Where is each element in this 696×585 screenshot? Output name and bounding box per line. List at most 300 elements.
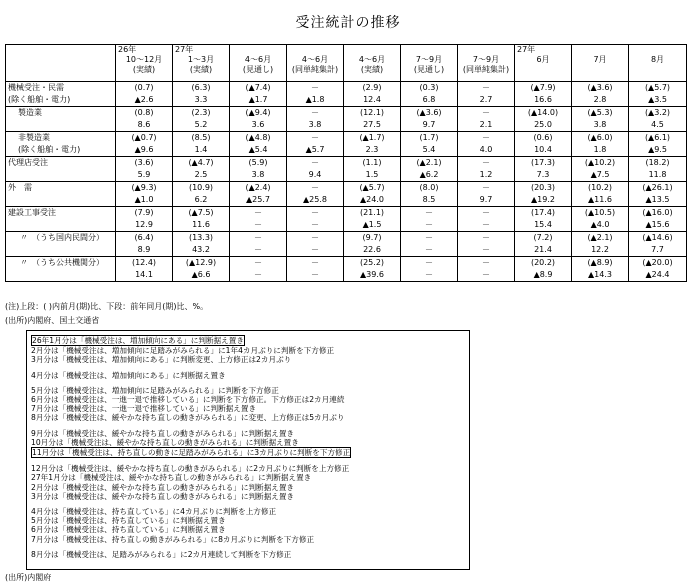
history-text: 5月分は「機械受注は、増加傾向に足踏みがみられる」に判断を下方修正: [31, 385, 279, 395]
cell-value-top: (21.1): [359, 208, 385, 217]
table-cell: [572, 82, 629, 107]
table-cell: [116, 107, 173, 132]
history-line: [31, 447, 465, 458]
cell-value-bottom: 6.8: [422, 95, 436, 104]
table-cell: [230, 257, 287, 282]
cell-value-top: (20.3): [530, 183, 556, 192]
table-cell: [401, 132, 458, 157]
table-cell: [344, 207, 401, 232]
cell-value-bottom: ▲14.3: [588, 270, 612, 279]
history-text: 2月分は「機械受注は、増加傾向に足踏みがみられる」に1年4カ月ぶりに判断を下方修正: [31, 346, 335, 356]
column-header-kind: (同単純集計): [462, 65, 510, 74]
cell-value-top: (▲2.1): [587, 233, 613, 242]
cell-value-bottom: 43.2: [192, 245, 210, 254]
table-cell: [344, 132, 401, 157]
column-header-year: [232, 45, 284, 55]
order-statistics-table: [5, 44, 687, 282]
column-header: [116, 45, 173, 82]
row-label-label2: [8, 119, 113, 131]
row-label: [6, 107, 116, 132]
column-header-period: 8月: [650, 55, 665, 64]
history-line: [31, 395, 465, 404]
cell-value-bottom: 7.3: [536, 170, 550, 179]
row-label-label1: 非製造業: [18, 133, 50, 142]
cell-value-bottom: －: [482, 220, 490, 229]
cell-value-top: －: [311, 83, 319, 92]
cell-value-top: (20.2): [530, 258, 556, 267]
table-cell: [572, 132, 629, 157]
history-line: [31, 355, 465, 364]
cell-value-top: －: [482, 83, 490, 92]
row-label-label1: 建設工事受注: [8, 208, 56, 217]
column-header-period: 7～9月: [415, 55, 443, 64]
cell-value-top: (7.9): [134, 208, 154, 217]
column-header-kind: (実績): [360, 65, 384, 74]
table-cell: [287, 232, 344, 257]
column-header-period: 10～12月: [125, 55, 163, 64]
cell-value-top: (▲2.1): [416, 158, 442, 167]
row-label-label1: 代理店受注: [8, 158, 48, 167]
cell-value-bottom: 3.8: [593, 120, 607, 129]
column-header-year: [631, 45, 684, 55]
history-line: [31, 371, 465, 380]
table-cell: [344, 257, 401, 282]
table-cell: [230, 132, 287, 157]
table-cell: [344, 107, 401, 132]
table-cell: [344, 182, 401, 207]
history-line: [31, 507, 465, 516]
cell-value-bottom: 12.9: [135, 220, 153, 229]
cell-value-bottom: 9.7: [479, 195, 493, 204]
table-cell: [515, 232, 572, 257]
table-cell: [629, 107, 687, 132]
cell-value-top: (▲7.5): [188, 208, 214, 217]
cell-value-bottom: 10.4: [534, 145, 552, 154]
cell-value-bottom: ▲9.6: [134, 145, 154, 154]
cell-value-bottom: 1.4: [194, 145, 208, 154]
cell-value-bottom: ▲5.7: [305, 145, 325, 154]
table-cell: [344, 82, 401, 107]
table-cell: [230, 82, 287, 107]
column-header-kind: (実績): [189, 65, 213, 74]
history-source: (出所)内閣府: [5, 573, 52, 582]
cell-value-top: (▲10.5): [584, 208, 616, 217]
cell-value-top: －: [254, 233, 262, 242]
cell-value-bottom: ▲6.6: [191, 270, 211, 279]
table-row: [6, 107, 687, 132]
cell-value-top: －: [482, 108, 490, 117]
column-header-year: [460, 45, 512, 55]
row-label: [6, 232, 116, 257]
table-cell: [116, 232, 173, 257]
cell-value-top: (2.3): [191, 108, 211, 117]
cell-value-top: (1.1): [362, 158, 382, 167]
table-cell: [629, 132, 687, 157]
column-header: [344, 45, 401, 82]
table-cell: [515, 82, 572, 107]
column-header-kind: (見通し): [413, 65, 445, 74]
table-cell: [116, 207, 173, 232]
cell-value-top: (8.0): [419, 183, 439, 192]
history-text: 10月分は「機械受注は、緩やかな持ち直しの動きがみられる」に判断据え置き: [31, 437, 299, 447]
cell-value-bottom: 16.6: [534, 95, 552, 104]
cell-value-bottom: 14.1: [135, 270, 153, 279]
column-header: [515, 45, 572, 82]
cell-value-bottom: 25.0: [534, 120, 552, 129]
table-cell: [401, 182, 458, 207]
cell-value-top: －: [482, 183, 490, 192]
history-line: [31, 535, 465, 544]
table-cell: [173, 257, 230, 282]
cell-value-top: －: [482, 208, 490, 217]
cell-value-bottom: ▲4.0: [590, 220, 610, 229]
table-cell: [629, 157, 687, 182]
cell-value-bottom: ▲8.9: [533, 270, 553, 279]
cell-value-top: (12.4): [131, 258, 157, 267]
cell-value-bottom: ▲1.8: [305, 95, 325, 104]
column-header-period: 4～6月: [244, 55, 272, 64]
table-cell: [287, 157, 344, 182]
history-text: 6月分は「機械受注は、一進一退で推移している」に判断を下方修正。下方修正は2カ月連続: [31, 395, 345, 405]
table-cell: [515, 182, 572, 207]
cell-value-top: －: [482, 233, 490, 242]
cell-value-top: (▲14.6): [642, 233, 673, 242]
table-cell: [116, 132, 173, 157]
column-header-period: 1～3月: [187, 55, 215, 64]
table-cell: [401, 257, 458, 282]
cell-value-bottom: 2.5: [194, 170, 208, 179]
column-header: [230, 45, 287, 82]
table-row: [6, 232, 687, 257]
cell-value-bottom: －: [311, 245, 319, 254]
table-row: [6, 257, 687, 282]
column-header-year: [403, 45, 455, 55]
table-cell: [173, 107, 230, 132]
cell-value-bottom: ▲1.5: [362, 220, 382, 229]
cell-value-top: －: [482, 133, 490, 142]
history-text: 8月分は「機械受注は、緩やかな持ち直しの動きがみられる」に変更、上方修正は5カ月ぶり: [31, 413, 345, 423]
cell-value-bottom: 2.1: [479, 120, 493, 129]
cell-value-bottom: ▲39.6: [360, 270, 384, 279]
history-line: [31, 473, 465, 482]
table-cell: [572, 207, 629, 232]
history-text: 3月分は「機械受注は、増加傾向にある」に判断変更、上方修正は2カ月ぶり: [31, 355, 292, 365]
cell-value-top: (▲5.3): [587, 108, 613, 117]
column-header: [287, 45, 344, 82]
cell-value-top: －: [311, 208, 319, 217]
cell-value-top: (▲1.7): [359, 133, 385, 142]
column-header-year: 26年: [118, 45, 137, 54]
table-cell: [572, 157, 629, 182]
table-cell: [287, 82, 344, 107]
table-cell: [629, 182, 687, 207]
cell-value-bottom: ▲3.5: [648, 95, 667, 104]
history-text: 26年1月分は「機械受注は、増加傾向にある」に判断据え置き: [32, 336, 244, 345]
cell-value-bottom: 27.5: [363, 120, 381, 129]
row-label-label2: (除く船舶・電力): [18, 145, 81, 154]
cell-value-bottom: 6.2: [194, 195, 208, 204]
cell-value-top: (▲20.0): [642, 258, 673, 267]
column-header-kind: [574, 65, 626, 75]
cell-value-top: －: [254, 208, 262, 217]
cell-value-bottom: －: [482, 270, 490, 279]
history-line: [31, 525, 465, 534]
history-line: [31, 413, 465, 422]
cell-value-bottom: －: [425, 220, 433, 229]
table-cell: [344, 232, 401, 257]
cell-value-bottom: 8.5: [422, 195, 436, 204]
table-cell: [458, 207, 515, 232]
history-text: 27年1月分は「機械受注は、緩やかな持ち直しの動きがみられる」に判断据え置き: [31, 473, 312, 483]
row-label-label1: 〃 （うち国内民間分）: [20, 233, 104, 242]
history-text: 3月分は「機械受注は、緩やかな持ち直しの動きがみられる」に判断据え置き: [31, 491, 295, 501]
cell-value-top: －: [311, 158, 319, 167]
table-cell: [458, 257, 515, 282]
cell-value-bottom: ▲15.6: [645, 220, 670, 229]
cell-value-bottom: 7.7: [651, 245, 664, 254]
cell-value-top: (▲26.1): [642, 183, 673, 192]
cell-value-bottom: ▲7.5: [590, 170, 610, 179]
row-label: [6, 82, 116, 107]
cell-value-bottom: 5.4: [422, 145, 436, 154]
cell-value-top: (▲3.6): [587, 83, 613, 92]
table-cell: [458, 132, 515, 157]
cell-value-top: (7.2): [533, 233, 553, 242]
cell-value-top: －: [482, 158, 490, 167]
history-line: [31, 492, 465, 501]
cell-value-top: (0.6): [533, 133, 553, 142]
table-cell: [401, 157, 458, 182]
column-header-year: [574, 45, 626, 55]
cell-value-top: (▲12.9): [185, 258, 217, 267]
cell-value-bottom: －: [425, 270, 433, 279]
table-cell: [173, 232, 230, 257]
cell-value-bottom: －: [254, 270, 262, 279]
cell-value-bottom: 3.8: [308, 120, 322, 129]
cell-value-top: (0.8): [134, 108, 154, 117]
table-cell: [116, 82, 173, 107]
row-label: [6, 132, 116, 157]
cell-value-bottom: 5.9: [137, 170, 151, 179]
table-cell: [515, 157, 572, 182]
column-header: [173, 45, 230, 82]
row-label-label1: 機械受注・民需: [8, 83, 64, 92]
cell-value-bottom: ▲19.2: [531, 195, 555, 204]
cell-value-top: －: [425, 208, 433, 217]
cell-value-top: (▲4.7): [188, 158, 214, 167]
table-cell: [173, 207, 230, 232]
history-text: 12月分は「機械受注は、緩やかな持ち直しの動きがみられる」に2カ月ぶりに判断を上方修正: [31, 464, 350, 474]
cell-value-top: (▲7.9): [530, 83, 556, 92]
cell-value-bottom: 1.2: [479, 170, 493, 179]
cell-value-bottom: 21.4: [534, 245, 552, 254]
table-cell: [230, 157, 287, 182]
column-header: [401, 45, 458, 82]
history-text: 9月分は「機械受注は、緩やかな持ち直しの動きがみられる」に判断据え置き: [31, 428, 295, 438]
row-label: [6, 182, 116, 207]
cell-value-top: (25.2): [359, 258, 385, 267]
cell-value-bottom: ▲2.6: [134, 95, 154, 104]
column-header-period: 6月: [536, 55, 550, 64]
cell-value-bottom: ▲11.6: [588, 195, 612, 204]
cell-value-top: －: [254, 258, 262, 267]
history-line: [31, 483, 465, 492]
cell-value-top: (6.3): [191, 83, 211, 92]
column-header: [572, 45, 629, 82]
table-row: [6, 157, 687, 182]
cell-value-bottom: 12.2: [591, 245, 609, 254]
cell-value-top: (9.7): [362, 233, 382, 242]
cell-value-top: (0.7): [134, 83, 154, 92]
cell-value-bottom: 12.4: [363, 95, 381, 104]
cell-value-top: (▲9.4): [245, 108, 271, 117]
table-cell: [287, 132, 344, 157]
column-header: [458, 45, 515, 82]
row-label-label2: [8, 244, 113, 256]
table-cell: [173, 157, 230, 182]
row-label-label2: [8, 219, 113, 231]
history-line: [31, 438, 465, 447]
column-header-year: [289, 45, 341, 55]
cell-value-bottom: －: [311, 220, 319, 229]
table-cell: [230, 232, 287, 257]
history-text: 8月分は「機械受注は、足踏みがみられる」に2カ月連続して判断を下方修正: [31, 549, 292, 559]
cell-value-top: (2.9): [362, 83, 382, 92]
cell-value-top: －: [425, 258, 433, 267]
row-label: [6, 207, 116, 232]
cell-value-bottom: 4.0: [479, 145, 493, 154]
table-note: (注)上段：( )内前月(期)比、下段：前年同月(期)比、%。: [5, 302, 209, 311]
cell-value-top: (▲0.7): [131, 133, 157, 142]
header-corner: [6, 45, 116, 82]
table-cell: [515, 257, 572, 282]
history-text: 7月分は「機械受注は、一進一退で推移している」に判断据え置き: [31, 404, 257, 414]
column-header-year: 27年: [517, 45, 536, 54]
cell-value-bottom: ▲1.7: [248, 95, 268, 104]
row-label: [6, 257, 116, 282]
table-cell: [572, 182, 629, 207]
cell-value-bottom: 8.9: [137, 245, 151, 254]
table-cell: [116, 182, 173, 207]
table-row: [6, 82, 687, 107]
table-cell: [401, 207, 458, 232]
column-header-kind: [517, 65, 569, 75]
column-header-kind: [631, 65, 684, 75]
cell-value-bottom: ▲25.7: [246, 195, 270, 204]
history-text: 6月分は「機械受注は、持ち直している」に判断据え置き: [31, 525, 226, 535]
cell-value-top: －: [311, 233, 319, 242]
cell-value-top: (17.3): [530, 158, 556, 167]
row-label-label1: 製造業: [18, 108, 42, 117]
cell-value-top: (▲5.7): [644, 83, 671, 92]
table-cell: [401, 232, 458, 257]
cell-value-top: (▲10.2): [584, 158, 616, 167]
cell-value-bottom: 1.5: [365, 170, 379, 179]
cell-value-top: －: [311, 108, 319, 117]
table-cell: [230, 107, 287, 132]
cell-value-bottom: ▲9.5: [648, 145, 667, 154]
row-label-label2: [8, 269, 113, 281]
table-cell: [401, 107, 458, 132]
cell-value-bottom: ▲6.2: [419, 170, 439, 179]
cell-value-top: (▲5.7): [359, 183, 385, 192]
history-line: [31, 335, 465, 346]
cell-value-top: (▲6.1): [644, 133, 671, 142]
cell-value-top: (0.3): [419, 83, 439, 92]
table-cell: [173, 82, 230, 107]
table-cell: [173, 182, 230, 207]
table-row: [6, 182, 687, 207]
table-cell: [344, 157, 401, 182]
cell-value-top: (18.2): [645, 158, 670, 167]
table-row: [6, 132, 687, 157]
table-cell: [515, 132, 572, 157]
column-header-period: 4～6月: [301, 55, 329, 64]
column-header-kind: (同単純集計): [291, 65, 339, 74]
history-text: 4月分は「機械受注は、持ち直している」に4カ月ぶりに判断を上方修正: [31, 507, 277, 517]
cell-value-top: (▲16.0): [642, 208, 673, 217]
cell-value-bottom: 1.8: [593, 145, 607, 154]
table-cell: [629, 257, 687, 282]
cell-value-top: (▲8.9): [587, 258, 613, 267]
cell-value-top: (▲14.0): [527, 108, 559, 117]
cell-value-bottom: 4.5: [651, 120, 664, 129]
cell-value-bottom: －: [254, 220, 262, 229]
cell-value-bottom: 9.7: [422, 120, 436, 129]
table-row: [6, 207, 687, 232]
row-label-label2: [8, 169, 113, 181]
table-cell: [458, 107, 515, 132]
cell-value-bottom: 11.6: [192, 220, 210, 229]
history-line: [31, 550, 465, 559]
cell-value-top: (6.4): [134, 233, 154, 242]
table-cell: [287, 257, 344, 282]
table-cell: [230, 182, 287, 207]
column-header: [629, 45, 687, 82]
cell-value-top: (▲3.2): [644, 108, 671, 117]
page-title: 受注統計の推移: [295, 15, 401, 31]
column-header-year: [346, 45, 398, 55]
cell-value-bottom: ▲1.0: [134, 195, 154, 204]
cell-value-bottom: ▲13.5: [645, 195, 670, 204]
cell-value-bottom: 9.4: [308, 170, 322, 179]
cell-value-bottom: ▲24.0: [360, 195, 384, 204]
cell-value-top: －: [311, 258, 319, 267]
cell-value-top: －: [425, 233, 433, 242]
cell-value-top: (8.5): [191, 133, 211, 142]
table-cell: [230, 207, 287, 232]
cell-value-top: (▲6.0): [587, 133, 613, 142]
cell-value-bottom: 8.6: [137, 120, 151, 129]
cell-value-top: (▲7.4): [245, 83, 271, 92]
table-cell: [116, 157, 173, 182]
cell-value-top: (3.6): [134, 158, 154, 167]
cell-value-top: (10.9): [188, 183, 214, 192]
table-cell: [287, 182, 344, 207]
cell-value-bottom: 2.7: [479, 95, 493, 104]
table-cell: [287, 207, 344, 232]
cell-value-bottom: －: [254, 245, 262, 254]
table-cell: [515, 207, 572, 232]
cell-value-top: (13.3): [188, 233, 214, 242]
row-label-label1: 外 需: [8, 183, 32, 192]
table-cell: [572, 107, 629, 132]
history-line: [31, 386, 465, 395]
table-cell: [572, 232, 629, 257]
column-header-period: 7月: [593, 55, 607, 64]
table-cell: [458, 182, 515, 207]
table-cell: [287, 107, 344, 132]
